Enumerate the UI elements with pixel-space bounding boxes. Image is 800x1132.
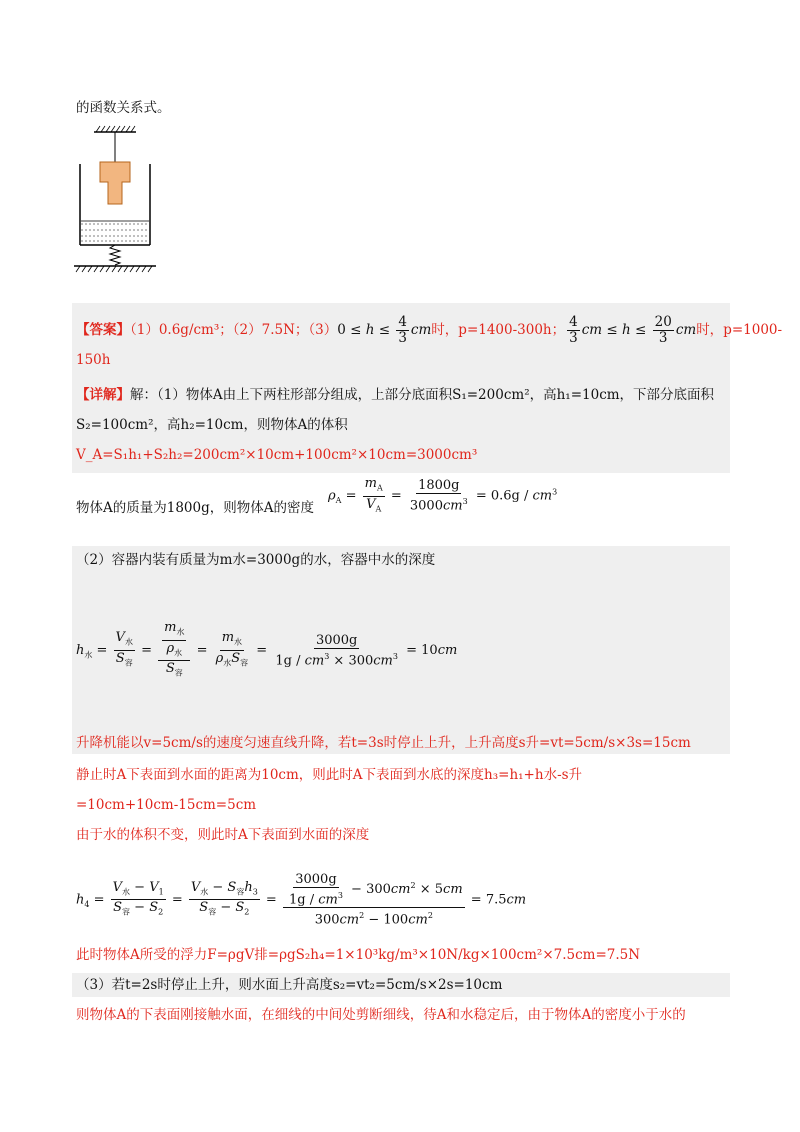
part2-line-6: 此时物体A所受的浮力F=ρgV排=ρgS₂h₄=1×10³kg/m³×10N/kg×100cm²×7.5cm=7.5N <box>76 947 641 963</box>
water <box>81 221 149 244</box>
detail-line-1 <box>76 385 714 405</box>
part3-line-2: 则物体A的下表面刚接触水面，在细线的中间处剪断细线，待A和水稳定后，由于物体A的密度小于水的 <box>76 1007 686 1023</box>
detail-line-2: S₂=100cm²，高h₂=10cm，则物体A的体积 <box>76 417 348 433</box>
answer-tag: 【答案】 <box>76 322 130 338</box>
answer-formula2: p=1000- <box>723 322 783 338</box>
answer-range2: $\frac{4}{3}$ cm ≤ h ≤ $\frac{20}{3}$ cm <box>569 314 697 346</box>
answer-text: （1）0.6g/cm³；（2）7.5N；（3） <box>130 322 338 338</box>
answer-mid2: 时， <box>696 322 724 338</box>
spring <box>110 245 120 265</box>
part2-line-1: （2）容器内装有质量为m水=3000g的水，容器中水的深度 <box>76 552 436 568</box>
part2-line-4: =10cm+10cm-15cm=5cm <box>76 797 257 813</box>
intro-line: 的函数关系式。 <box>76 100 171 116</box>
detail-text-1: 解：（1）物体A由上下两柱形部分组成，上部分底面积S₁=200cm²，高h₁=10cm，下部分底面积 <box>130 387 715 403</box>
object-a <box>100 162 130 204</box>
part2-line-3: 静止时A下表面到水面的距离为10cm，则此时A下表面到水底的深度h₃=h₁+h水-s升 <box>76 767 583 783</box>
part2-line-5: 由于水的体积不变，则此时A下表面到水面的深度 <box>76 827 370 843</box>
answer-line-2: 150h <box>76 352 111 368</box>
answer-formula1: p=1400-300h； <box>458 322 566 338</box>
part3-line-1: （3）若t=2s时停止上升，则水面上升高度s₂=vt₂=5cm/s×2s=10cm <box>76 977 503 993</box>
answer-mid1: 时， <box>431 322 459 338</box>
ceiling-support <box>94 126 136 132</box>
h4-equation: $h_4$ = $\frac{V_水 - V_1}{S_容 - S_2}$ = $\frac{V_水 - S_容h_3}{S_容 - S_2}$ = $\frac{3000g}{1g / cm^3}$ − $300cm^2 \times 5cm$ $300cm^2 - 100cm^2$ = 7.5cm <box>76 872 527 928</box>
part2-line-2: 升降机能以v=5cm/s的速度匀速直线升降，若t=3s时停止上升，上升高度s升=vt=5cm/s×3s=15cm <box>76 735 691 751</box>
answer-line <box>76 315 782 346</box>
detail-line-3: V_A=S₁h₁+S₂h₂=200cm²×10cm+100cm²×10cm=3000cm³ <box>76 447 478 463</box>
ground <box>74 266 156 272</box>
answer-range1: 0 ≤ h ≤ $\frac{4}{3}$ cm <box>337 314 432 346</box>
detail-tag: 【详解】 <box>76 387 130 403</box>
detail-line-4: 物体A的质量为1800g，则物体A的密度 <box>76 500 314 516</box>
depth-equation: $h_水$ = $\frac{V_水}{S_容}$ = $\frac{\frac{m_水}{\rho_水}}{S_容}$ = $\frac{m_水}{\rho_水S_容}$ = $\frac{3000g}{1g / cm^3 \times 300cm^3}$ = 10cm <box>76 620 458 678</box>
density-equation: $\rho_A$ = $\frac{m_A}{V_A}$ = $\frac{1800g}{3000cm^3}$ = $0.6g / cm^3$ <box>328 476 558 514</box>
apparatus-diagram <box>70 124 160 274</box>
